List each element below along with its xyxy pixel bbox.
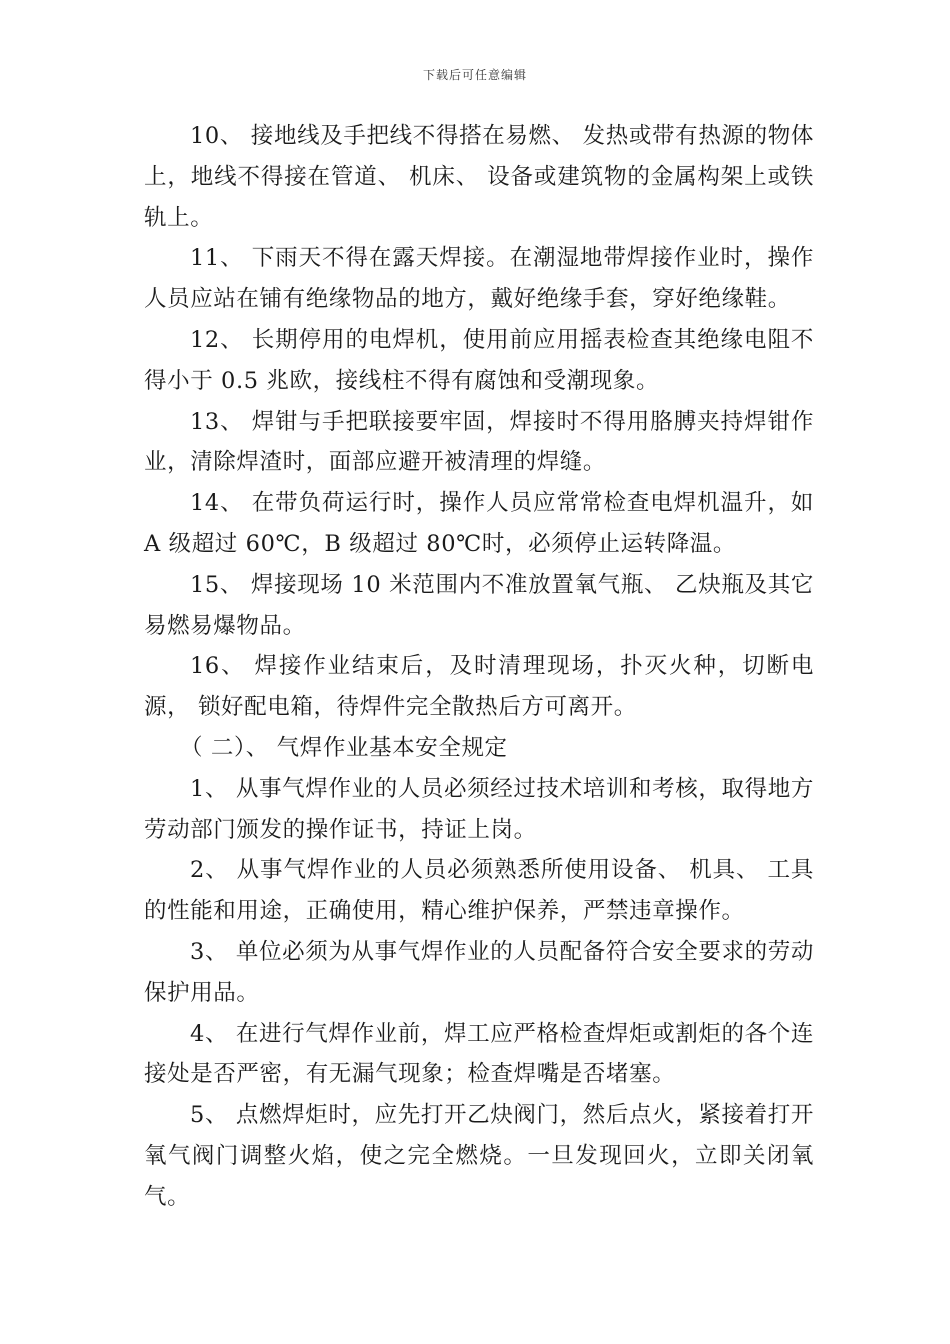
paragraph-item-4: 4、 在进行气焊作业前，焊工应严格检查焊炬或割炬的各个连接处是否严密，有无漏气现象；检查焊嘴是否堵塞。: [144, 1020, 814, 1088]
paragraph-item-16: 16、 焊接作业结束后，及时清理现场，扑灭火种，切断电源， 锁好配电箱，待焊件完全散热后方可离开。: [144, 653, 814, 721]
paragraph-item-14: 14、 在带负荷运行时，操作人员应常常检查电焊机温升，如 A 级超过 60℃，B 级超过 80℃时，必须停止运转降温。: [144, 490, 814, 557]
paragraph-item-5: 5、 点燃焊炬时，应先打开乙炔阀门，然后点火，紧接着打开氧气阀门调整火焰，使之完全燃烧。一旦发现回火，立即关闭氧气。: [144, 1102, 814, 1210]
paragraph-item-3: 3、 单位必须为从事气焊作业的人员配备符合安全要求的劳动保护用品。: [144, 938, 814, 1006]
document-body: [144, 116, 814, 1218]
page-header: 下载后可任意编辑: [422, 68, 527, 82]
paragraph-item-10: 10、 接地线及手把线不得搭在易燃、 发热或带有热源的物体上，地线不得接在管道、 机床、 设备或建筑物的金属构架上或铁轨上。: [144, 123, 814, 231]
section-heading: （ 二）、 气焊作业基本安全规定: [180, 734, 508, 761]
paragraph-item-12: 12、 长期停用的电焊机，使用前应用摇表检查其绝缘电阻不得小于 0.5 兆欧，接线柱不得有腐蚀和受潮现象。: [144, 326, 814, 394]
paragraph-item-11: 11、 下雨天不得在露天焊接。在潮湿地带焊接作业时，操作人员应站在铺有绝缘物品的地方，戴好绝缘手套，穿好绝缘鞋。: [144, 245, 814, 313]
paragraph-item-13: 13、 焊钳与手把联接要牢固，焊接时不得用胳膊夹持焊钳作业，清除焊渣时，面部应避开被清理的焊缝。: [144, 408, 814, 476]
paragraph-item-15: 15、 焊接现场 10 米范围内不准放置氧气瓶、 乙炔瓶及其它易燃易爆物品。: [144, 571, 814, 639]
paragraph-item-1: 1、 从事气焊作业的人员必须经过技术培训和考核，取得地方劳动部门颁发的操作证书，持证上岗。: [144, 775, 814, 843]
paragraph-item-2: 2、 从事气焊作业的人员必须熟悉所使用设备、 机具、 工具的性能和用途，正确使用，精心维护保养，严禁违章操作。: [144, 857, 814, 925]
